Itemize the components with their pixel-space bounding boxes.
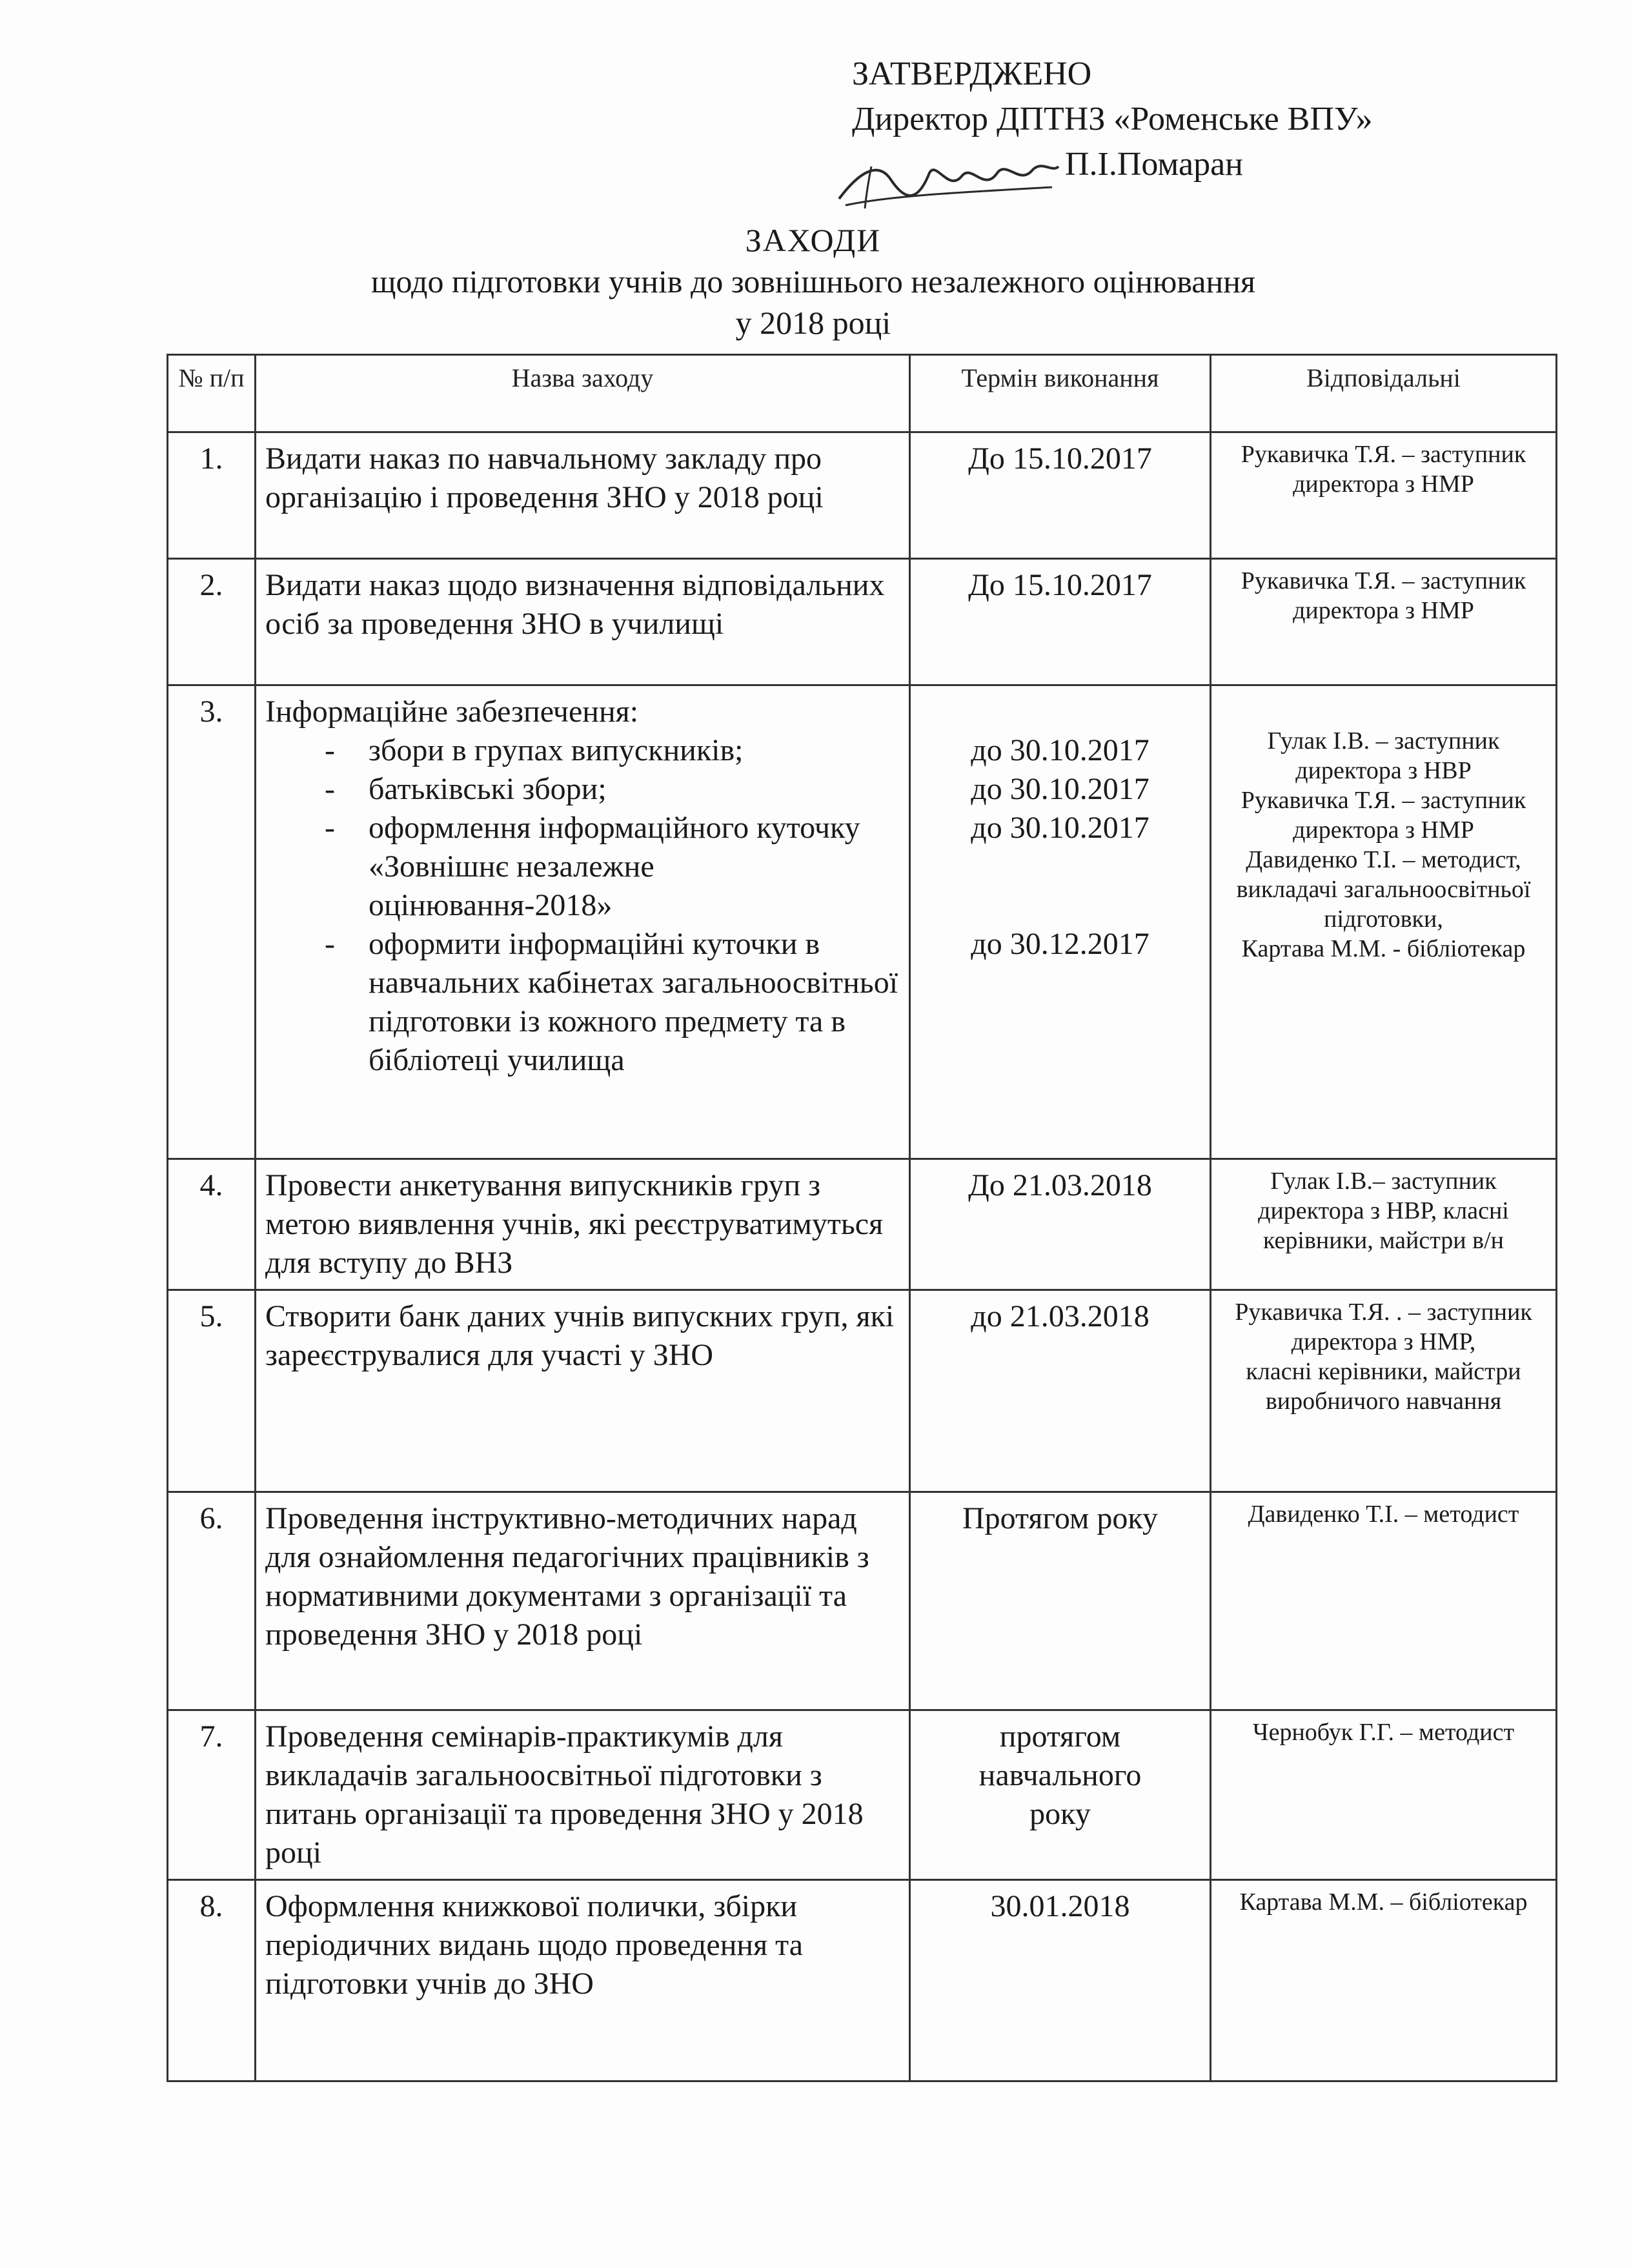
measure-responsible: Чернобук Г.Г. – методист [1211,1710,1557,1880]
measure-name: Проведення семінарів-практикумів для викладачів загальноосвітньої підготовки з питань організації та проведення ЗНО у 2018 році [256,1710,910,1880]
responsible-line: Давиденко Т.І. – методист, [1246,846,1521,873]
term-item: до 30.12.2017 [971,927,1150,961]
row-number: 1. [168,432,256,559]
header-term: Термін виконання [910,355,1211,432]
measure-term: 30.01.2018 [910,1880,1211,2081]
measure-term [910,685,1211,1159]
list-item: - оформлення інформаційного куточку «Зовнішнє незалежне оцінювання-2018» [265,809,900,925]
measure-responsible: Давиденко Т.І. – методист [1211,1492,1557,1710]
title-line-2: щодо підготовки учнів до зовнішнього незалежного оцінювання [371,263,1255,299]
responsible-line: класні керівники, майстри виробничого навчання [1246,1358,1521,1415]
term-item: до 30.10.2017 [971,811,1150,845]
header-responsible: Відповідальні [1211,355,1557,432]
row-number: 6. [168,1492,256,1710]
table-header-row [168,355,1557,432]
approval-stamp: ЗАТВЕРДЖЕНО [852,56,1092,92]
term-item: до 30.10.2017 [971,772,1150,806]
term-list [920,693,1200,964]
measure-responsible: Картава М.М. – бібліотекар [1211,1880,1557,2081]
table-row [168,1492,1557,1710]
measure-name: Створити банк даних учнів випускних груп, які зареєструвалися для участі у ЗНО [256,1290,910,1492]
table-row [168,1880,1557,2081]
document-title [129,219,1497,343]
list-item: - батьківські збори; [265,770,900,809]
header-name: Назва заходу [256,355,910,432]
measure-term: До 21.03.2018 [910,1159,1211,1290]
row-number: 4. [168,1159,256,1290]
measure-term: протягом навчального року [910,1710,1211,1880]
table-row [168,1710,1557,1880]
list-item: - збори в групах випускників; [265,731,900,770]
measure-sub-list [265,731,900,1080]
measure-responsible: Рукавичка Т.Я. – заступник директора з НМР [1211,559,1557,685]
header-number: № п/п [168,355,256,432]
measure-term: Протягом року [910,1492,1211,1710]
director-name: П.І.Помаран [1065,146,1243,183]
measure-responsible: Рукавичка Т.Я. – заступник директора з НМР [1211,432,1557,559]
list-item: - оформити інформаційні куточки в навчальних кабінетах загальноосвітньої підготовки із кожного предмету та в бібліотеці училища [265,925,900,1080]
measure-responsible [1211,685,1557,1159]
responsible-line: Гулак І.В. – заступник директора з НВР [1267,727,1500,784]
row-number: 7. [168,1710,256,1880]
measures-table [167,354,1557,2082]
measure-name: Провести анкетування випускників груп з метою виявлення учнів, які реєструватимуться для вступу до ВНЗ [256,1159,910,1290]
measure-responsible: Гулак І.В.– заступник директора з НВР, класні керівники, майстри в/н [1211,1159,1557,1290]
responsible-line: Картава М.М. - бібліотекар [1241,935,1526,962]
row-number: 3. [168,685,256,1159]
row-number: 8. [168,1880,256,2081]
title-heading: ЗАХОДИ [745,222,882,258]
table-row [168,559,1557,685]
measure-name-intro: Інформаційне забезпечення: [265,694,639,729]
handwritten-signature [833,147,1065,218]
row-number: 2. [168,559,256,685]
table-row [168,432,1557,559]
measure-term: До 15.10.2017 [910,432,1211,559]
responsible-line: Рукавичка Т.Я. . – заступник директора з НМР, [1235,1299,1532,1355]
row-number: 5. [168,1290,256,1492]
term-item: до 30.10.2017 [971,733,1150,767]
director-position: Директор ДПТНЗ «Роменське ВПУ» [852,101,1373,137]
measure-name: Видати наказ щодо визначення відповідальних осіб за проведення ЗНО в училищі [256,559,910,685]
responsible-line: Рукавичка Т.Я. – заступник директора з НМР [1241,787,1526,844]
measure-term: До 15.10.2017 [910,559,1211,685]
responsible-line: викладачі загальноосвітньої підготовки, [1236,876,1531,933]
measure-term: до 21.03.2018 [910,1290,1211,1492]
measure-name [256,685,910,1159]
table-row [168,1290,1557,1492]
title-line-3: у 2018 році [735,305,891,341]
measure-name: Оформлення книжкової полички, збірки періодичних видань щодо проведення та підготовки учнів до ЗНО [256,1880,910,2081]
measure-name: Проведення інструктивно-методичних нарад для ознайомлення педагогічних працівників з нормативними документами з організації та проведення ЗНО у 2018 році [256,1492,910,1710]
measure-responsible [1211,1290,1557,1492]
table-row [168,685,1557,1159]
measure-name: Видати наказ по навчальному закладу про організацію і проведення ЗНО у 2018 році [256,432,910,559]
table-row [168,1159,1557,1290]
